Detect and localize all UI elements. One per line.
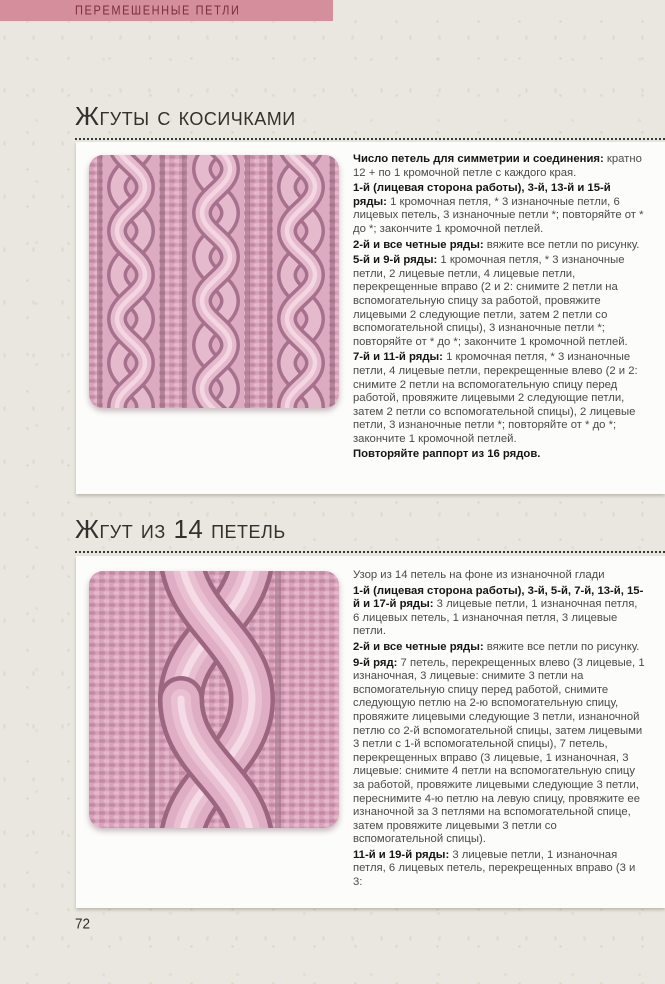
row-label: 5-й и 9-й ряды: — [353, 254, 438, 267]
instruction-paragraph — [353, 849, 645, 890]
knit-swatch-svg-1 — [89, 155, 339, 408]
row-body: 7 петель, перекрещенных влево (3 лицевые, 1 изнаночная, 3 лицевые: снимите 3 петли на вспомогательную спицу перед работой, снимите следующую петлю на 2-ю вспомогательную спицу, провяжите лицевыми следующие 3 петли, изнаночной петлю со 2-й вспомогательной спицы, затем лицевыми 3 петли с 1-й вспомогательной спицы), 7 петель, перекрещенных вправо (3 лицевые, 1 изнаночная, 3 лицевые: снимите 4 петли на вспомогательную спицу за работой, провяжите лицевыми следующие 3 петли, переснимите 4-ю петлю на левую спицу, провяжите ее изнаночной за 3 петлями на вспомогательной спице, затем провяжите лицевыми 3 петли со вспомогательной спицы). — [353, 656, 645, 846]
instruction-paragraph — [353, 569, 645, 583]
cable-columns — [97, 155, 335, 408]
knit-swatch-image-large-cable — [89, 571, 339, 828]
pattern-card-1 — [76, 142, 665, 494]
instruction-paragraph — [353, 351, 645, 446]
row-label: 9-й ряд: — [353, 656, 398, 669]
pattern-instructions-1 — [353, 153, 645, 464]
row-body: 1 кромочная петля, * 3 изнаночные петли, 2 лицевые петли, 4 лицевые петли, перекрещенные вправо (2 и 2: снимите 2 петли на вспомогательную спицу за работой, провяжите лицевыми 2 следующие петли, затем 2 петли со вспомогательной спицы), 3 изнаночные петли *; повторяйте от * до *; закончите 1 кромочной петлей. — [353, 254, 628, 348]
section-title-1: Жгуты с косичками — [75, 103, 665, 140]
row-label: Повторяйте раппорт из 16 рядов. — [353, 448, 541, 461]
pattern-card-2 — [76, 556, 665, 908]
row-label: 2-й и все четные ряды: — [353, 640, 484, 653]
row-body: Узор из 14 петель на фоне из изнаночной глади — [353, 569, 605, 581]
page-number: 72 — [75, 915, 91, 932]
instruction-paragraph — [353, 254, 645, 349]
row-body: вяжите все петли по рисунку. — [483, 238, 640, 251]
row-body: 1 кромочная петля, * 3 изнаночные петли, 4 лицевые петли, перекрещенные влево (2 и 2: снимите 2 петли на вспомогательную спицу перед работой, провяжите лицевыми 2 следующие петли, затем 2 петли со вспомогательной спицы), 2 лицевые петли, 3 изнаночные петли *; повторяйте от * до *; закончите 1 кромочной петлей. — [353, 351, 638, 445]
instruction-paragraph — [353, 448, 645, 462]
knit-swatch-svg-2 — [89, 571, 339, 828]
row-body: 3 лицевые петли, 1 изнаночная петля, 6 лицевых петель, перекрещенных вправо (3 и 3: — [353, 848, 636, 889]
section-title-2: Жгут из 14 петель — [75, 516, 665, 553]
row-body: 3 лицевые петли, 1 изнаночная петля, 6 лицевых петель, 1 изнаночная петля, 3 лицевые петли. — [353, 598, 638, 638]
row-label: 1-й (лицевая сторона работы), 3-й, 5-й, 7-й, 13-й, 15-й и 17-й ряды: — [353, 584, 644, 611]
instruction-paragraph — [353, 641, 645, 655]
pattern-instructions-2 — [353, 569, 645, 892]
instruction-paragraph — [353, 153, 645, 180]
row-body: кратно 12 + по 1 кромочной петле с каждого края. — [353, 153, 642, 179]
row-body: 1 кромочная петля, * 3 изнаночные петли, 6 лицевых петель, 3 изнаночные петли *; повторяйте от * до *; закончите 1 кромочной петлей. — [353, 195, 644, 235]
row-label: 7-й и 11-й ряды: — [353, 351, 443, 364]
chapter-title: ПЕРЕМЕШЕННЫЕ ПЕТЛИ — [75, 3, 241, 18]
instruction-paragraph — [353, 585, 645, 639]
row-body: вяжите все петли по рисунку. — [483, 640, 640, 653]
row-label: 1-й (лицевая сторона работы), 3-й, 13-й и 15-й ряды: — [353, 182, 611, 208]
instruction-paragraph — [353, 657, 645, 847]
chapter-header-bar — [0, 0, 333, 21]
knit-swatch-image-cables-with-braids — [89, 155, 339, 408]
row-label: Число петель для симметрии и соединения: — [353, 153, 604, 165]
instruction-paragraph — [353, 182, 645, 236]
row-label: 11-й и 19-й ряды: — [353, 848, 450, 861]
instruction-paragraph — [353, 239, 645, 253]
row-label: 2-й и все четные ряды: — [353, 238, 484, 251]
